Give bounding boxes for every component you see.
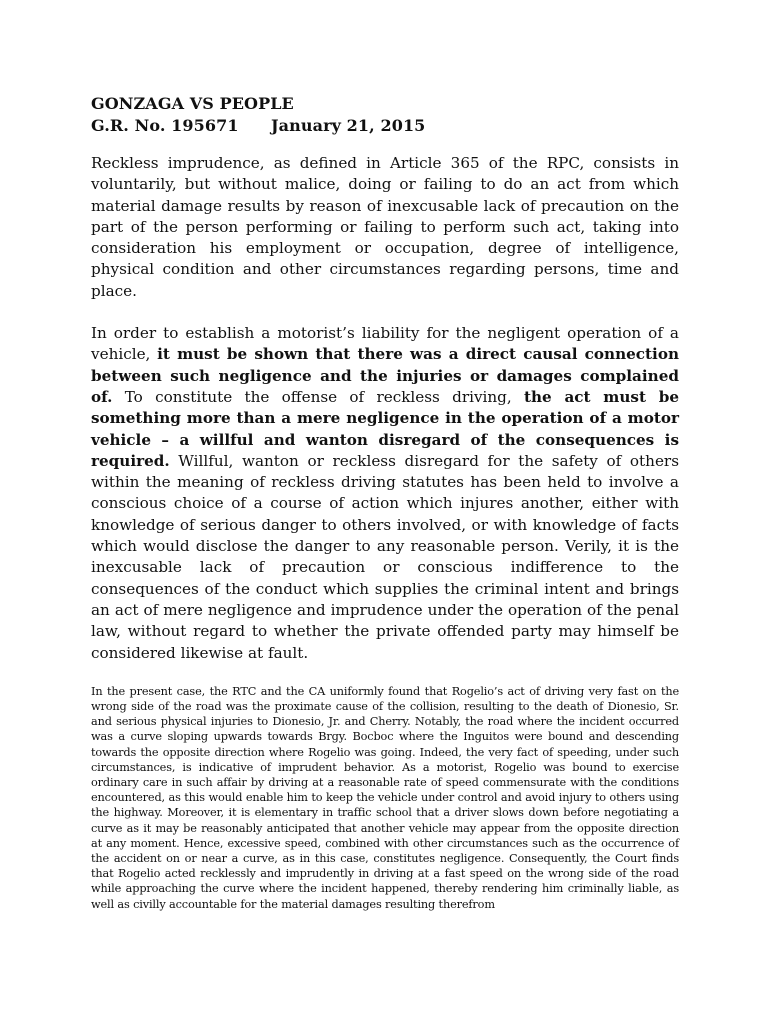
document-page (91, 93, 679, 923)
paragraph2-text-part3: Willful, wanton or reckless disregard for the safety of others within the meaning of reckless driving statutes has been held to involve a conscious choice of a course of action which injures another, either with knowledge of serious danger to others involved, or with knowledge of facts which would disclose the danger to any reasonable person. Verily, it is the inexcusable lack of precaution or conscious indifference to the consequences of the conduct which supplies the criminal intent and brings an act of mere negligence and imprudence under the operation of the penal law, without regard to whether the private offended party may himself be considered likewise at fault. (91, 451, 679, 662)
paragraph-reckless-imprudence-definition: Reckless imprudence, as defined in Article 365 of the RPC, consists in voluntarily, but without malice, doing or failing to do an act from which material damage results by reason of inexcusable lack of precaution on the part of the person performing or failing to perform such act, taking into consideration his employment or occupation, degree of intelligence, physical condition and other circumstances regarding persons, time and place. (91, 154, 679, 300)
case-title: GONZAGA VS PEOPLE (91, 94, 294, 113)
case-reference-row (91, 115, 679, 137)
paragraph2-bold-causal-connection: it must be shown that there was a direct causal connection between such negligence and the injuries or damages complained of. (91, 345, 679, 406)
paragraph-motorist-liability (91, 323, 679, 664)
gr-number: G.R. No. 195671 (91, 116, 239, 135)
decision-date: January 21, 2015 (271, 116, 426, 135)
paragraph-present-case: In the present case, the RTC and the CA uniformly found that Rogelio’s act of driving very fast on the wrong side of the road was the proximate cause of the collision, resulting to the death of Dionesio, Sr. and serious physical injuries to Dionesio, Jr. and Cherry. Notably, the road where the incident occurred was a curve sloping upwards towards Brgy. Bocboc where the Inguitos were bound and descending towards the opposite direction where Rogelio was going. Indeed, the very fact of speeding, under such circumstances, is indicative of imprudent behavior. As a motorist, Rogelio was bound to exercise ordinary care in such affair by driving at a reasonable rate of speed commensurate with the conditions encountered, as this would enable him to keep the vehicle under control and avoid injury to others using the highway. Moreover, it is elementary in traffic school that a driver slows down before negotiating a curve as it may be reasonably anticipated that another vehicle may appear from the opposite direction at any moment. Hence, excessive speed, combined with other circumstances such as the occurrence of the accident on or near a curve, as in this case, constitutes negligence. Consequently, the Court finds that Rogelio acted recklessly and imprudently in driving at a fast speed on the wrong side of the road while approaching the curve where the incident happened, thereby rendering him criminally liable, as well as civilly accountable for the material damages resulting therefrom (91, 684, 679, 911)
case-heading (91, 93, 679, 137)
paragraph2-bold-willful-wanton: the act must be something more than a mere negligence in the operation of a motor vehicle – a willful and wanton disregard of the consequences is required. (91, 387, 679, 470)
paragraph2-text-part1: In order to establish a motorist’s liability for the negligent operation of a vehicle, (91, 324, 679, 364)
paragraph2-text-part2: To constitute the offense of reckless driving, (112, 387, 524, 406)
